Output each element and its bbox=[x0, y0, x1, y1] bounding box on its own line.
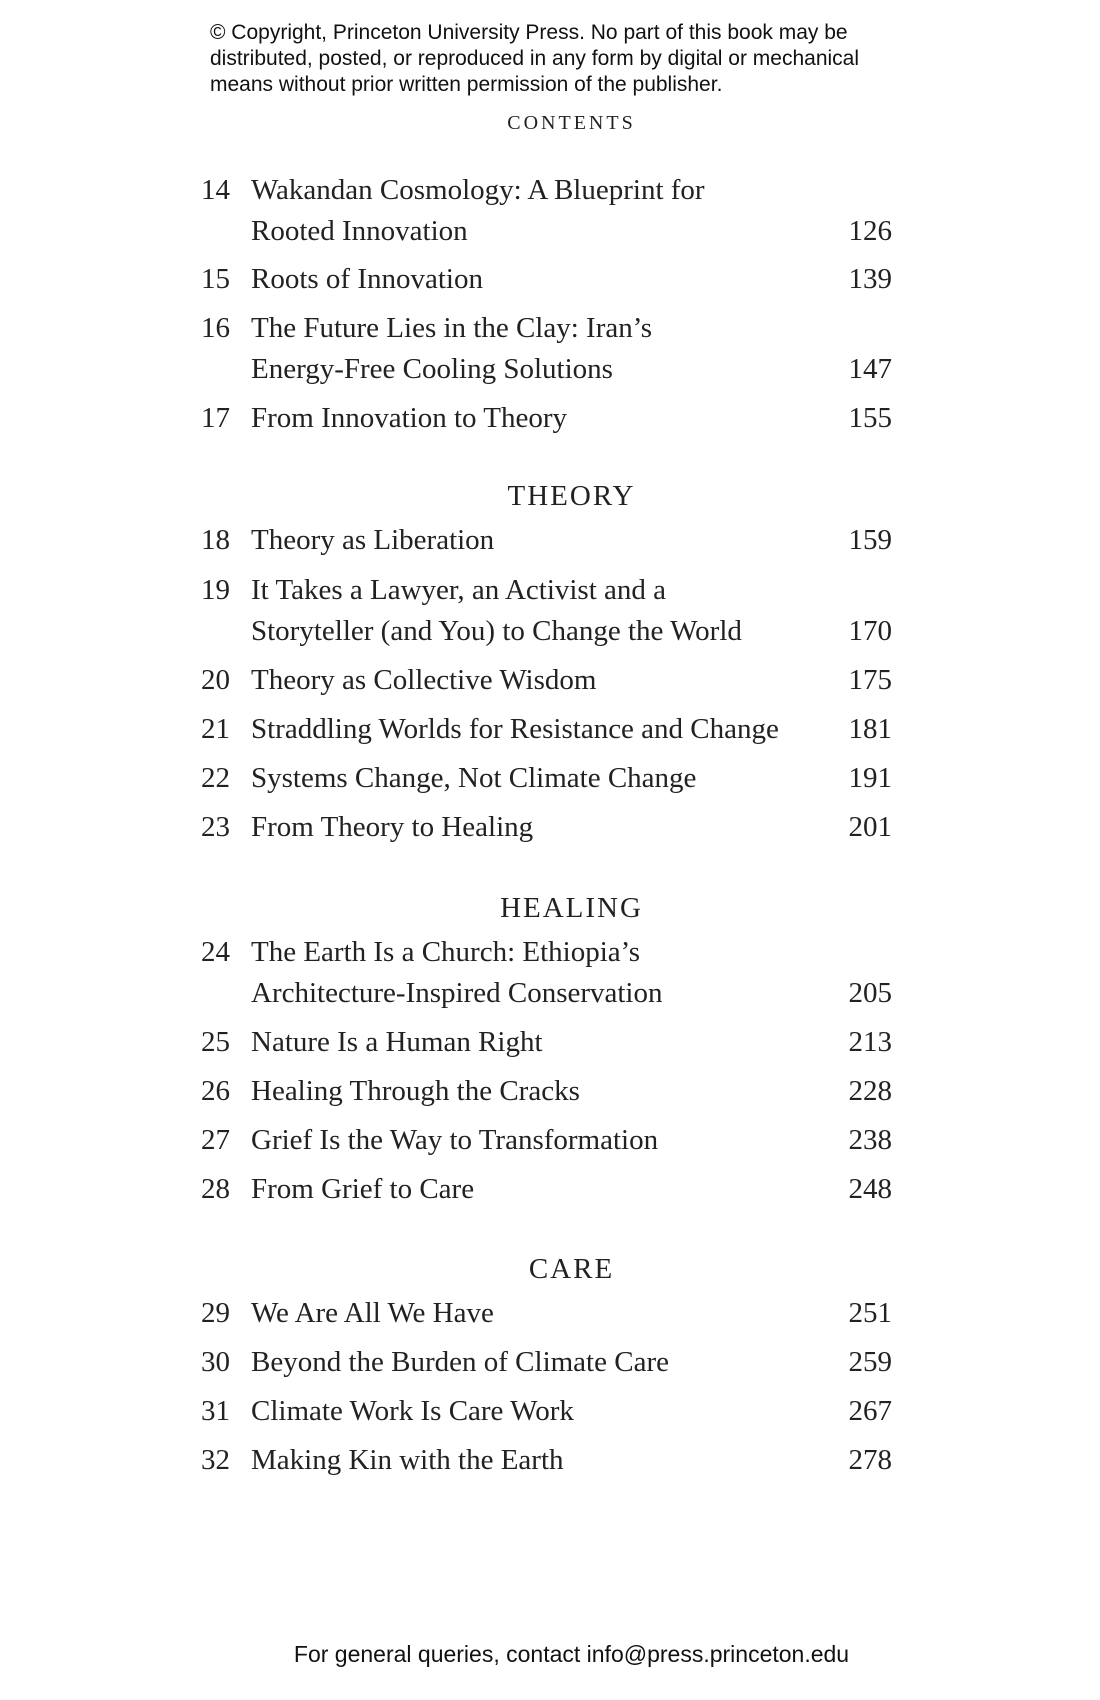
page-number: 267 bbox=[848, 1395, 892, 1427]
page-number: 238 bbox=[848, 1124, 892, 1156]
chapter-title: We Are All We Have bbox=[251, 1297, 494, 1329]
chapter-title bbox=[251, 170, 821, 252]
chapter-title-line: Rooted Innovation bbox=[251, 215, 468, 247]
chapter-number: 20 bbox=[201, 664, 230, 696]
page-number: 147 bbox=[848, 353, 892, 385]
chapter-number: 29 bbox=[201, 1297, 230, 1329]
chapter-title: Healing Through the Cracks bbox=[251, 1075, 580, 1107]
page-number: 126 bbox=[848, 215, 892, 247]
page-number: 201 bbox=[848, 811, 892, 843]
page-number: 170 bbox=[848, 615, 892, 647]
page-number: 181 bbox=[848, 713, 892, 745]
chapter-title-line: Architecture-Inspired Conservation bbox=[251, 977, 663, 1009]
page-number: 191 bbox=[848, 762, 892, 794]
chapter-number: 16 bbox=[201, 312, 230, 344]
chapter-number: 19 bbox=[201, 574, 230, 606]
section-heading-care: CARE bbox=[528, 1253, 615, 1285]
page-number: 155 bbox=[848, 402, 892, 434]
chapter-number: 24 bbox=[201, 936, 230, 968]
chapter-number: 32 bbox=[201, 1444, 230, 1476]
page-number: 205 bbox=[848, 977, 892, 1009]
copyright-line: distributed, posted, or reproduced in any form by digital or mechanical bbox=[210, 47, 860, 70]
chapter-number: 26 bbox=[201, 1075, 230, 1107]
chapter-number: 22 bbox=[201, 762, 230, 794]
chapter-title bbox=[251, 308, 821, 390]
chapter-title: From Grief to Care bbox=[251, 1173, 475, 1205]
chapter-title: Systems Change, Not Climate Change bbox=[251, 762, 697, 794]
chapter-title: Making Kin with the Earth bbox=[251, 1444, 564, 1476]
page-number: 139 bbox=[848, 263, 892, 295]
page-number: 248 bbox=[848, 1173, 892, 1205]
chapter-title bbox=[251, 932, 821, 1014]
page-number: 278 bbox=[848, 1444, 892, 1476]
chapter-title: Beyond the Burden of Climate Care bbox=[251, 1346, 669, 1378]
chapter-title: Theory as Liberation bbox=[251, 524, 495, 556]
chapter-title-line: Wakandan Cosmology: A Blueprint for bbox=[251, 174, 705, 206]
chapter-title: Straddling Worlds for Resistance and Change bbox=[251, 713, 779, 745]
chapter-number: 30 bbox=[201, 1346, 230, 1378]
chapter-title bbox=[251, 570, 821, 652]
page-number: 251 bbox=[848, 1297, 892, 1329]
chapter-title: Climate Work Is Care Work bbox=[251, 1395, 574, 1427]
chapter-title: Theory as Collective Wisdom bbox=[251, 664, 597, 696]
copyright-line: means without prior written permission of the publisher. bbox=[210, 73, 723, 96]
chapter-title-line: It Takes a Lawyer, an Activist and a bbox=[251, 574, 667, 606]
chapter-title: From Innovation to Theory bbox=[251, 402, 568, 434]
chapter-title-line: Storyteller (and You) to Change the World bbox=[251, 615, 742, 647]
chapter-title-line: The Future Lies in the Clay: Iran’s bbox=[251, 312, 653, 344]
chapter-number: 28 bbox=[201, 1173, 230, 1205]
chapter-number: 31 bbox=[201, 1395, 230, 1427]
page-number: 175 bbox=[848, 664, 892, 696]
contents-heading: CONTENTS bbox=[507, 112, 636, 134]
chapter-number: 23 bbox=[201, 811, 230, 843]
section-heading-theory: THEORY bbox=[507, 480, 636, 512]
copyright-line: © Copyright, Princeton University Press. No part of this book may be bbox=[210, 21, 848, 44]
footer-contact: For general queries, contact info@press.princeton.edu bbox=[293, 1641, 850, 1667]
chapter-number: 18 bbox=[201, 524, 230, 556]
chapter-title: Roots of Innovation bbox=[251, 263, 483, 295]
page-number: 159 bbox=[848, 524, 892, 556]
page-number: 213 bbox=[848, 1026, 892, 1058]
chapter-number: 15 bbox=[201, 263, 230, 295]
chapter-number: 27 bbox=[201, 1124, 230, 1156]
chapter-title: Nature Is a Human Right bbox=[251, 1026, 543, 1058]
section-heading-healing: HEALING bbox=[500, 892, 643, 924]
chapter-title-line: The Earth Is a Church: Ethiopia’s bbox=[251, 936, 640, 968]
page-number: 228 bbox=[848, 1075, 892, 1107]
copyright-notice bbox=[210, 20, 910, 98]
page-number: 259 bbox=[848, 1346, 892, 1378]
chapter-number: 14 bbox=[201, 174, 230, 206]
chapter-number: 25 bbox=[201, 1026, 230, 1058]
chapter-number: 17 bbox=[201, 402, 230, 434]
chapter-number: 21 bbox=[201, 713, 230, 745]
chapter-title-line: Energy-Free Cooling Solutions bbox=[251, 353, 613, 385]
chapter-title: Grief Is the Way to Transformation bbox=[251, 1124, 659, 1156]
chapter-title: From Theory to Healing bbox=[251, 811, 534, 843]
